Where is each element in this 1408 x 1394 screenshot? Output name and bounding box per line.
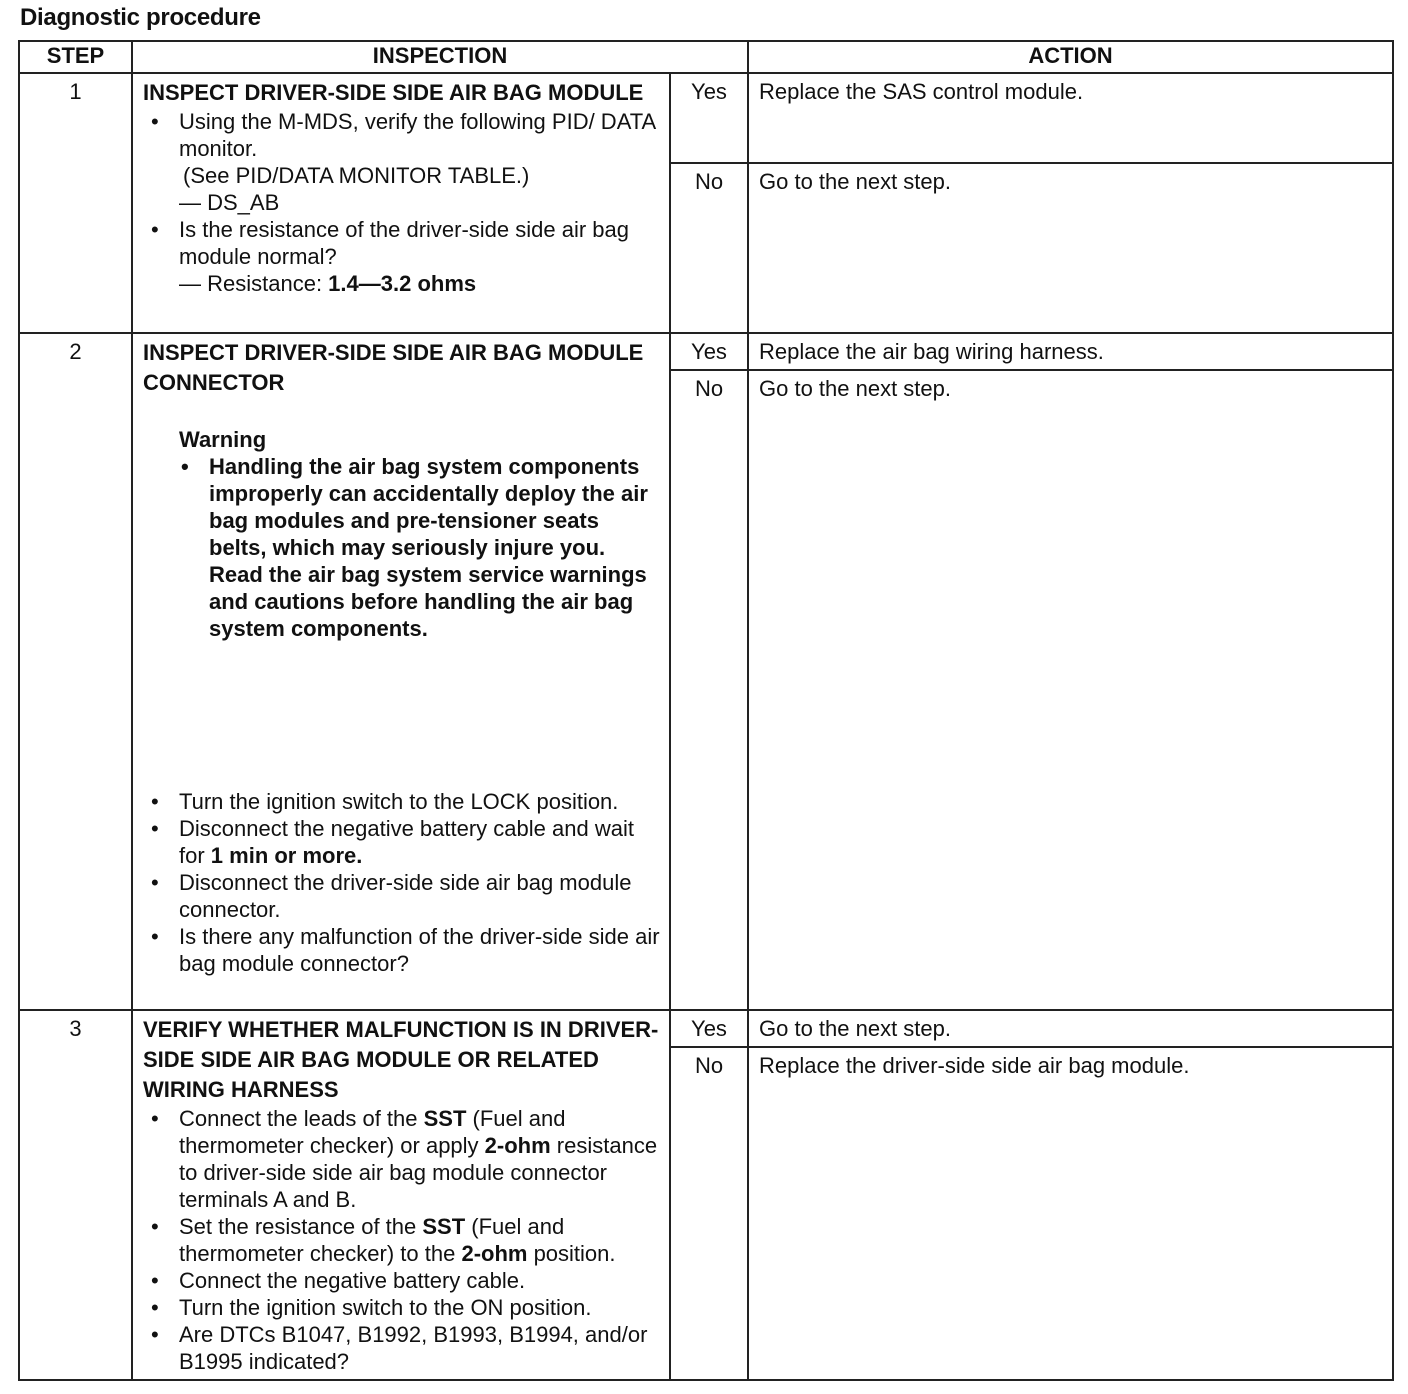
step-2-bullet-2-text: Disconnect the negative battery cable and wait for — [179, 816, 634, 868]
warning-text: • Handling the air bag system components improperly can accidentally deploy the air bag modules and pre-tensioner seats belts, which may seriously injure you. Read the air bag system service warnings and cautions before handling the air bag system components. — [209, 453, 661, 642]
resistance-label: — Resistance: — [179, 271, 329, 296]
step-1-bullet-1-sub-1: (See PID/DATA MONITOR TABLE.) — [183, 163, 530, 188]
step-2-bullet-1: • Turn the ignition switch to the LOCK position. — [179, 788, 661, 815]
page-title: Diagnostic procedure — [20, 4, 261, 31]
step-2-yes-action: Replace the air bag wiring harness. — [748, 333, 1393, 370]
step-1-bullet-1-sub-2: — DS_AB — [179, 190, 280, 215]
header-row — [19, 41, 1393, 73]
step-3-bullet-5: • Are DTCs B1047, B1992, B1993, B1994, and/or B1995 indicated? — [179, 1321, 661, 1375]
step-1-bullet-2-text: Is the resistance of the driver-side side air bag module normal? — [179, 217, 630, 269]
step-3-bullet-2-e: position. — [527, 1241, 616, 1266]
header-action: ACTION — [748, 41, 1393, 73]
step-2-bullet-4: • Is there any malfunction of the driver-side side air bag module connector? — [179, 923, 661, 977]
step-3-bullet-1-a: Connect the leads of the — [179, 1106, 424, 1131]
step-3-bullet-1-c: (Fuel and thermometer checker) or apply — [179, 1106, 566, 1158]
step-2-yes-row — [19, 333, 1393, 370]
step-3-bullet-2 — [179, 1213, 661, 1267]
step-2-bullet-2 — [179, 815, 661, 869]
step-1-inspection — [132, 73, 670, 333]
step-1-yes-label: Yes — [670, 73, 748, 163]
step-2-number: 2 — [19, 333, 132, 1010]
step-1-bullet-2-sub — [179, 270, 661, 297]
step-3-bullet-1-e: resistance to driver-side side air bag module connector terminals A and B. — [179, 1133, 658, 1212]
step-3-no-label: No — [670, 1047, 748, 1380]
step-3-heading: VERIFY WHETHER MALFUNCTION IS IN DRIVER-SIDE SIDE AIR BAG MODULE OR RELATED WIRING HARNESS — [143, 1017, 659, 1102]
step-2-inspection — [132, 333, 670, 1010]
step-1-heading: INSPECT DRIVER-SIDE SIDE AIR BAG MODULE — [143, 80, 644, 105]
step-1-yes-row — [19, 73, 1393, 163]
resistance-value: 1.4—3.2 ohms — [328, 271, 477, 296]
wait-time: 1 min or more. — [210, 843, 363, 868]
step-3-bullet-2-a: Set the resistance of the — [179, 1214, 423, 1239]
step-3-bullet-4: • Turn the ignition switch to the ON position. — [179, 1294, 661, 1321]
step-1-yes-action: Replace the SAS control module. — [748, 73, 1393, 163]
step-3-no-action: Replace the driver-side side air bag module. — [748, 1047, 1393, 1380]
step-2-no-action: Go to the next step. — [748, 370, 1393, 1010]
step-3-yes-row — [19, 1010, 1393, 1047]
step-2-heading: INSPECT DRIVER-SIDE SIDE AIR BAG MODULE CONNECTOR — [143, 340, 644, 395]
diagnostic-table — [18, 40, 1394, 1381]
step-3-bullet-2-c: (Fuel and thermometer checker) to the — [179, 1214, 565, 1266]
step-1-no-action: Go to the next step. — [748, 163, 1393, 333]
header-step: STEP — [19, 41, 132, 73]
step-3-number: 3 — [19, 1010, 132, 1380]
step-1-number: 1 — [19, 73, 132, 333]
step-1-bullet-2 — [179, 216, 661, 297]
step-3-bullet-3: • Connect the negative battery cable. — [179, 1267, 661, 1294]
step-3-inspection — [132, 1010, 670, 1380]
step-3-yes-label: Yes — [670, 1010, 748, 1047]
step-2-bullet-3: • Disconnect the driver-side side air bag module connector. — [179, 869, 661, 923]
step-1-bullet-1-text: Using the M-MDS, verify the following PID/ DATA monitor. — [179, 109, 655, 161]
sst-label: SST — [423, 1106, 467, 1131]
warning-block — [179, 426, 661, 642]
step-1-no-label: No — [670, 163, 748, 333]
step-3-yes-action: Go to the next step. — [748, 1010, 1393, 1047]
ohm-value: 2-ohm — [461, 1241, 528, 1266]
header-inspection: INSPECTION — [132, 41, 748, 73]
step-3-bullet-1 — [179, 1105, 661, 1213]
step-2-no-label: No — [670, 370, 748, 1010]
warning-title: Warning — [179, 427, 267, 452]
step-1-bullet-1 — [179, 108, 661, 216]
step-2-yes-label: Yes — [670, 333, 748, 370]
ohm-value: 2-ohm — [484, 1133, 551, 1158]
sst-label: SST — [422, 1214, 466, 1239]
